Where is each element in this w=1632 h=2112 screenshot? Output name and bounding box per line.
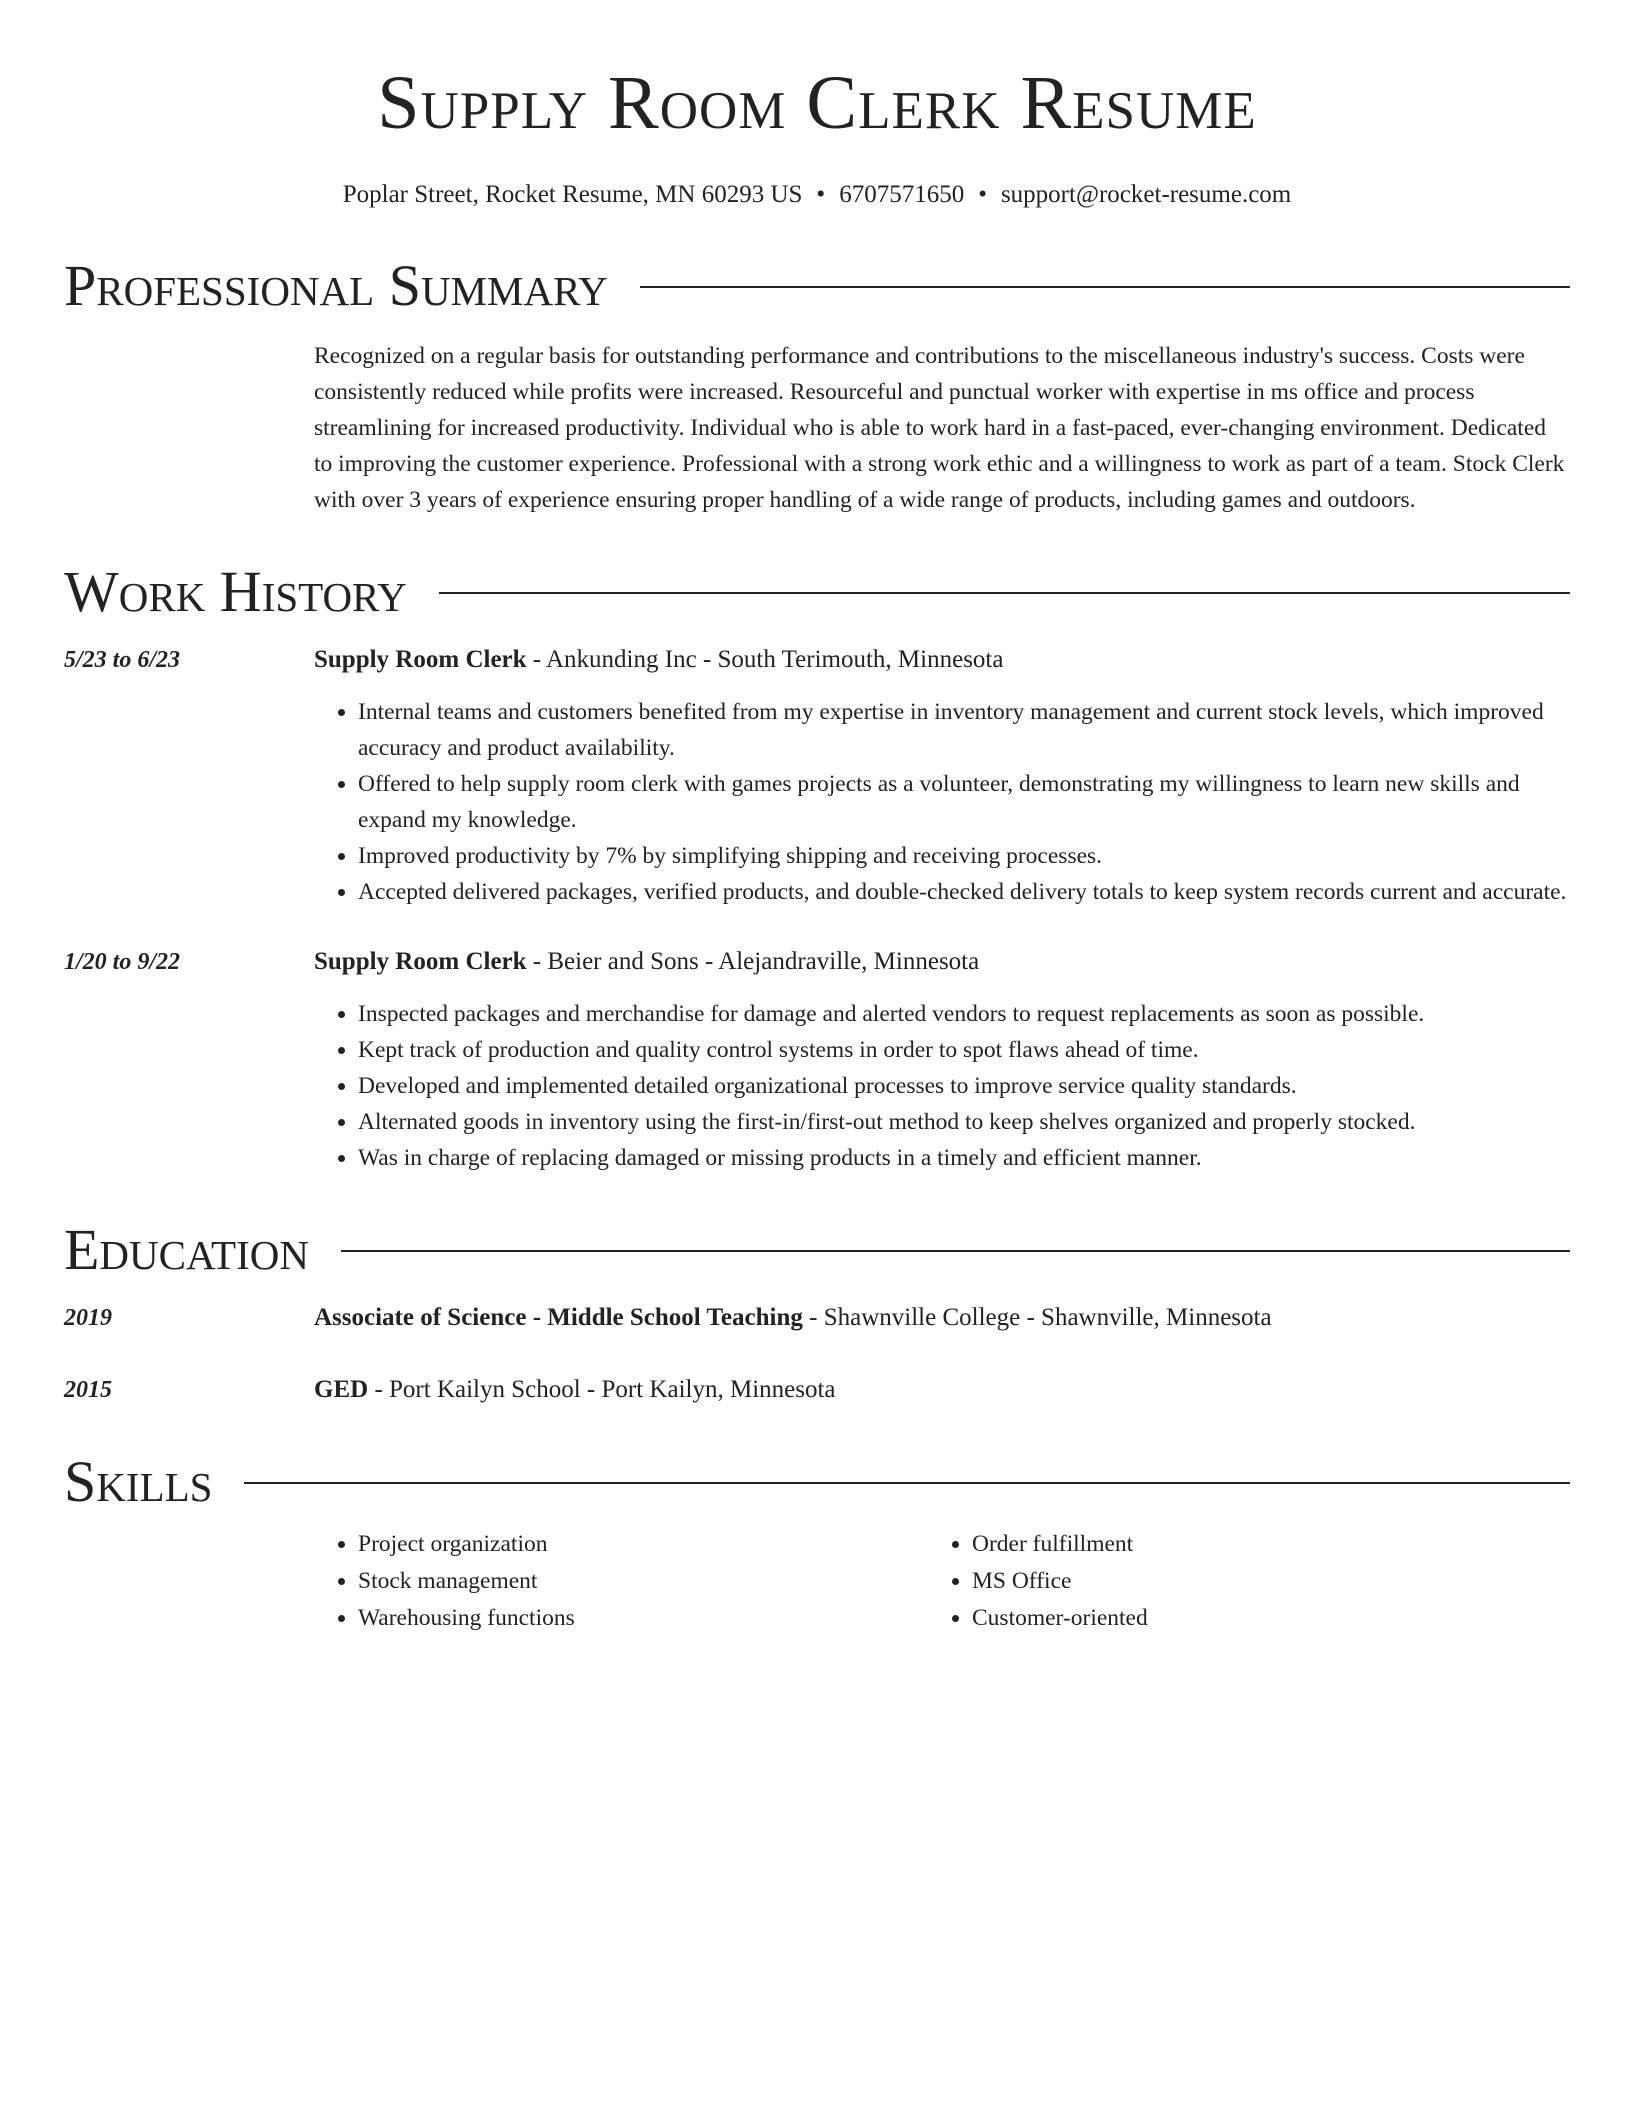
job-entry — [64, 642, 1570, 910]
education-line — [314, 1372, 1570, 1408]
job-title: Supply Room Clerk — [314, 948, 527, 975]
job-body — [314, 642, 1570, 910]
skill-item: • Stock management — [358, 1563, 928, 1600]
job-employer-location: - Ankunding Inc - South Terimouth, Minnesota — [526, 646, 1004, 673]
job-title-line — [314, 642, 1570, 678]
skills-list — [314, 1526, 1570, 1637]
job-bullet: • Kept track of production and quality control systems in order to spot flaws ahead of time. — [358, 1032, 1570, 1068]
education-degree: Associate of Science - Middle School Teaching — [314, 1304, 803, 1331]
education-school-location: - Port Kailyn School - Port Kailyn, Minnesota — [368, 1376, 836, 1403]
contact-separator: • — [816, 181, 826, 208]
job-dates: 1/20 to 9/22 — [64, 949, 181, 975]
job-entry — [64, 944, 1570, 1176]
skill-item: • Project organization — [358, 1526, 928, 1563]
section-title-education: Education — [64, 1217, 309, 1282]
skill-item: • Order fulfillment — [972, 1526, 1148, 1563]
contact-email: support@rocket-resume.com — [1000, 181, 1292, 208]
job-bullet: • Internal teams and customers benefited from my expertise in inventory management and current stock levels, which improved accuracy and product availability. — [358, 694, 1570, 766]
job-body — [314, 944, 1570, 1176]
skill-item: • Warehousing functions — [358, 1600, 928, 1637]
education-year: 2015 — [64, 1377, 112, 1403]
section-title-skills: Skills — [64, 1449, 213, 1514]
section-title-work-history: Work History — [64, 559, 407, 624]
section-header-education — [64, 1217, 1570, 1282]
section-header-skills — [64, 1449, 1570, 1514]
section-divider — [244, 1482, 1570, 1484]
education-school-location: - Shawnville College - Shawnville, Minnesota — [802, 1304, 1272, 1331]
skills-column-right — [928, 1526, 1148, 1637]
education-entry — [64, 1372, 1570, 1408]
job-bullet: • Developed and implemented detailed organizational processes to improve service quality standards. — [358, 1068, 1570, 1104]
job-bullets — [314, 996, 1570, 1176]
section-title-summary: Professional Summary — [64, 253, 608, 318]
skills-column-left — [314, 1526, 928, 1637]
job-bullet: • Inspected packages and merchandise for damage and alerted vendors to request replacements as soon as possible. — [358, 996, 1570, 1032]
skill-item: • MS Office — [972, 1563, 1148, 1600]
job-bullet: • Was in charge of replacing damaged or missing products in a timely and efficient manner. — [358, 1140, 1570, 1176]
contact-line — [64, 178, 1570, 212]
education-line — [314, 1300, 1570, 1336]
job-bullet: • Improved productivity by 7% by simplifying shipping and receiving processes. — [358, 838, 1570, 874]
section-divider — [640, 286, 1570, 288]
contact-address: Poplar Street, Rocket Resume, MN 60293 US — [342, 181, 803, 208]
job-title-line — [314, 944, 1570, 980]
section-header-summary — [64, 253, 1570, 318]
education-body — [314, 1372, 1570, 1408]
education-degree: GED — [314, 1376, 369, 1403]
section-divider — [341, 1250, 1570, 1252]
section-divider — [439, 592, 1570, 594]
education-year: 2019 — [64, 1305, 112, 1331]
job-bullet: • Accepted delivered packages, verified products, and double-checked delivery totals to keep system records current and accurate. — [358, 874, 1570, 910]
job-dates: 5/23 to 6/23 — [64, 647, 181, 673]
section-header-work-history — [64, 559, 1570, 624]
education-entry — [64, 1300, 1570, 1336]
job-bullet: • Alternated goods in inventory using the first-in/first-out method to keep shelves organized and properly stocked. — [358, 1104, 1570, 1140]
job-title: Supply Room Clerk — [314, 646, 527, 673]
job-employer-location: - Beier and Sons - Alejandraville, Minnesota — [526, 948, 980, 975]
resume-title: Supply Room Clerk Resume — [377, 61, 1257, 145]
education-body — [314, 1300, 1570, 1336]
job-bullets — [314, 694, 1570, 910]
skill-item: • Customer-oriented — [972, 1600, 1148, 1637]
contact-separator: • — [978, 181, 987, 208]
job-bullet: • Offered to help supply room clerk with games projects as a volunteer, demonstrating my willingness to learn new skills and expand my knowledge. — [358, 766, 1570, 838]
contact-phone: 6707571650 — [839, 181, 965, 208]
summary-text: Recognized on a regular basis for outstanding performance and contributions to the miscellaneous industry's success. Costs were consistently reduced while profits were increased. Resourceful and punctual worker with expertise in ms office and process streamlining for increased productivity. Individual who is able to work hard in a fast-paced, ever-changing environment. Dedicated to improving the customer experience. Professional with a strong work ethic and a willingness to work as part of a team. Stock Clerk with over 3 years of experience ensuring proper handling of a wide range of products, including games and outdoors. — [314, 343, 1565, 513]
